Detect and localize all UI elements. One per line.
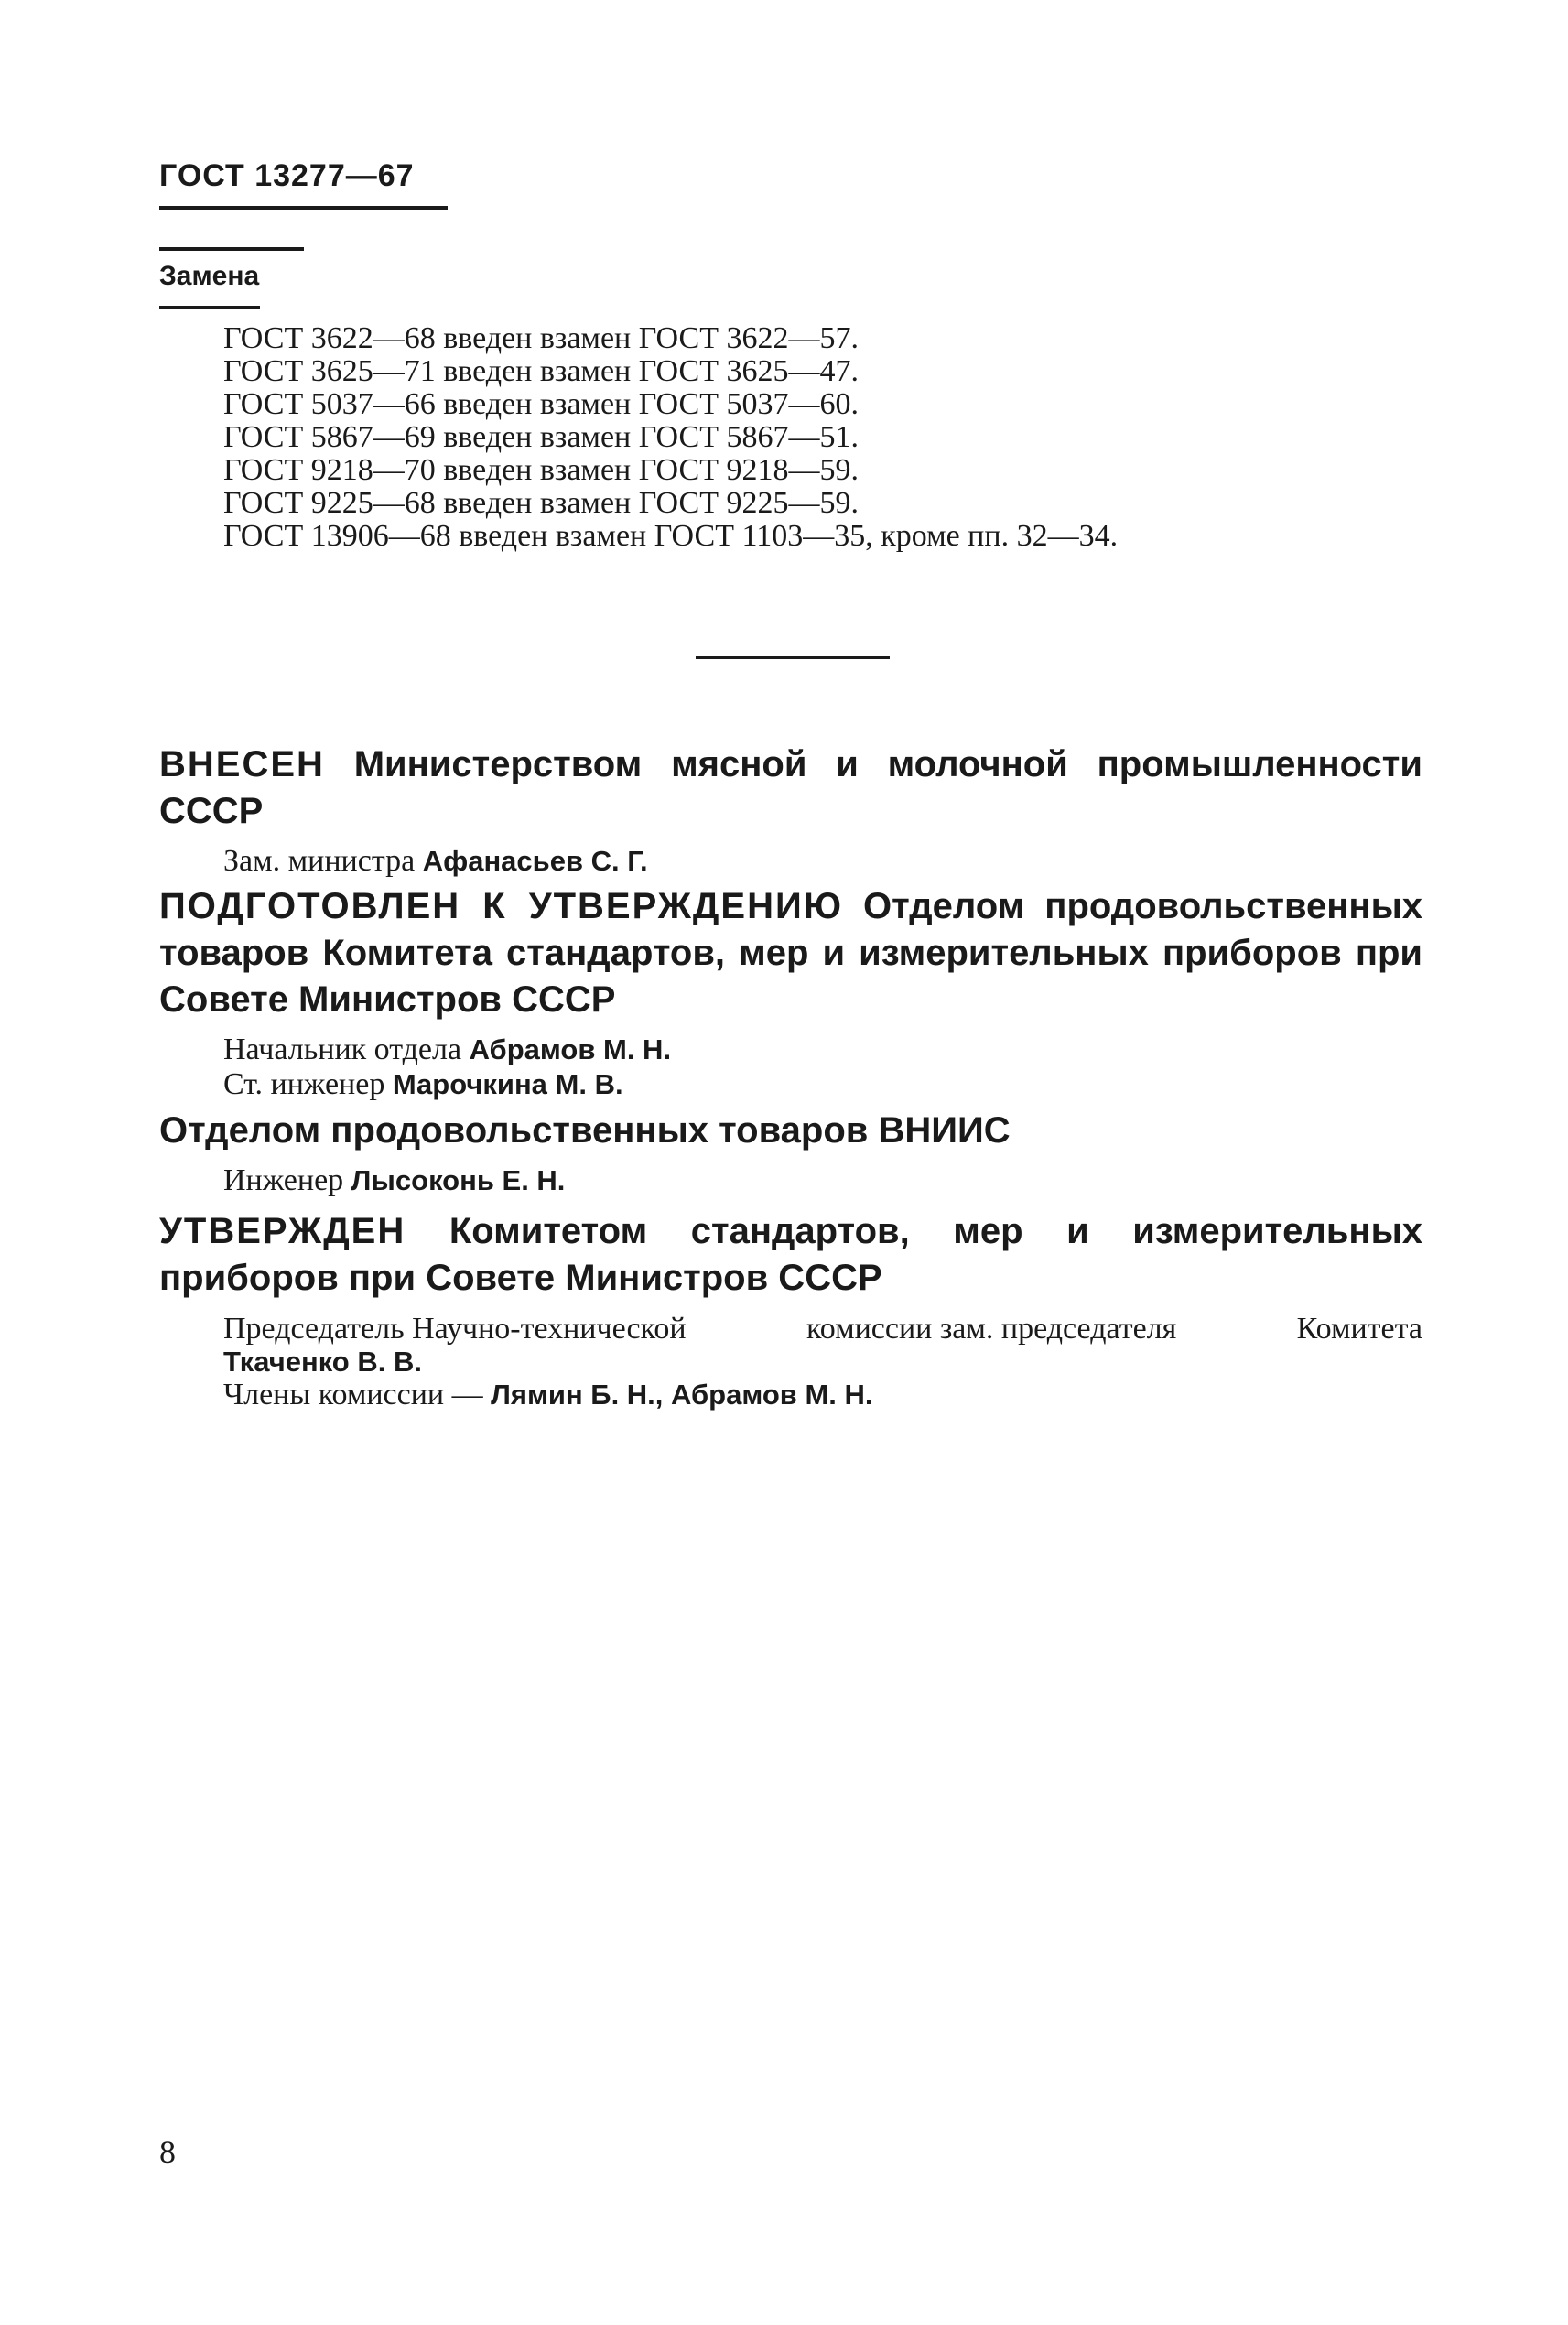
chair-name-line [223, 1346, 1422, 1379]
standard-code: ГОСТ 13277—67 [159, 158, 415, 193]
introduced-section [159, 741, 1422, 879]
person-role: Ст. инженер [223, 1067, 385, 1101]
chair-name: Ткаченко В. В. [223, 1346, 422, 1378]
person-name: Афанасьев С. Г. [422, 845, 648, 877]
chair-role-part: Председатель Научно-технической [223, 1312, 687, 1346]
replacement-bottom-rule [159, 306, 260, 309]
section-divider [696, 656, 890, 659]
approved-text: Комитетом стандартов, мер и измерительных приборов при Совете Министров СССР [159, 1211, 1422, 1298]
committee-block [159, 1313, 1422, 1411]
introduced-keyword: ВНЕСЕН [159, 744, 325, 784]
replacement-item: ГОСТ 3622—68 введен взамен ГОСТ 3622—57. [223, 321, 859, 355]
chair-role-part: Комитета [1296, 1312, 1422, 1346]
person-name: Лысоконь Е. Н. [351, 1164, 566, 1196]
vniis-section [159, 1108, 1422, 1198]
replacement-item: ГОСТ 5867—69 введен взамен ГОСТ 5867—51. [223, 420, 859, 454]
introduced-heading [159, 741, 1422, 835]
chair-role-line [223, 1313, 1422, 1346]
introduced-person [159, 844, 1422, 879]
replacement-item: ГОСТ 9218—70 введен взамен ГОСТ 9218—59. [223, 453, 859, 487]
prepared-keyword: ПОДГОТОВЛЕН К УТВЕРЖДЕНИЮ [159, 886, 843, 926]
chair-role-part: комиссии зам. председателя [806, 1312, 1177, 1346]
approved-heading [159, 1208, 1422, 1302]
replacement-list [223, 322, 1118, 553]
header-rule [159, 206, 448, 210]
prepared-heading [159, 883, 1422, 1023]
person-name: Абрамов М. Н. [469, 1033, 672, 1065]
approved-section [159, 1208, 1422, 1411]
prepared-section [159, 883, 1422, 1102]
page-number: 8 [159, 2134, 176, 2170]
prepared-text: Отделом продовольственных товаров Комитета стандартов, мер и измерительных приборов при Совете Министров СССР [159, 886, 1422, 1020]
replacement-item: ГОСТ 13906—68 введен взамен ГОСТ 1103—35, кроме пп. 32—34. [223, 519, 1119, 553]
replacement-item: ГОСТ 5037—66 введен взамен ГОСТ 5037—60. [223, 387, 859, 421]
person-line [223, 1033, 1422, 1067]
person-role: Начальник отдела [223, 1033, 462, 1066]
replacement-top-rule [159, 247, 304, 251]
members-label: Члены комиссии — [223, 1378, 483, 1411]
replacement-title: Замена [159, 261, 260, 291]
introduced-text: Министерством мясной и молочной промышленности СССР [159, 744, 1422, 831]
prepared-persons [159, 1033, 1422, 1102]
members-names: Лямин Б. Н., Абрамов М. Н. [491, 1379, 873, 1411]
person-role: Зам. министра [223, 844, 416, 878]
members-line [223, 1379, 1422, 1411]
replacement-item: ГОСТ 9225—68 введен взамен ГОСТ 9225—59. [223, 486, 859, 520]
vniis-heading: Отделом продовольственных товаров ВНИИС [159, 1110, 1011, 1151]
person-role: Инженер [223, 1163, 344, 1197]
vniis-person [159, 1163, 1422, 1198]
approved-keyword: УТВЕРЖДЕН [159, 1211, 406, 1251]
person-line [223, 1067, 1422, 1102]
replacement-item: ГОСТ 3625—71 введен взамен ГОСТ 3625—47. [223, 354, 859, 388]
person-name: Марочкина М. В. [392, 1068, 623, 1100]
